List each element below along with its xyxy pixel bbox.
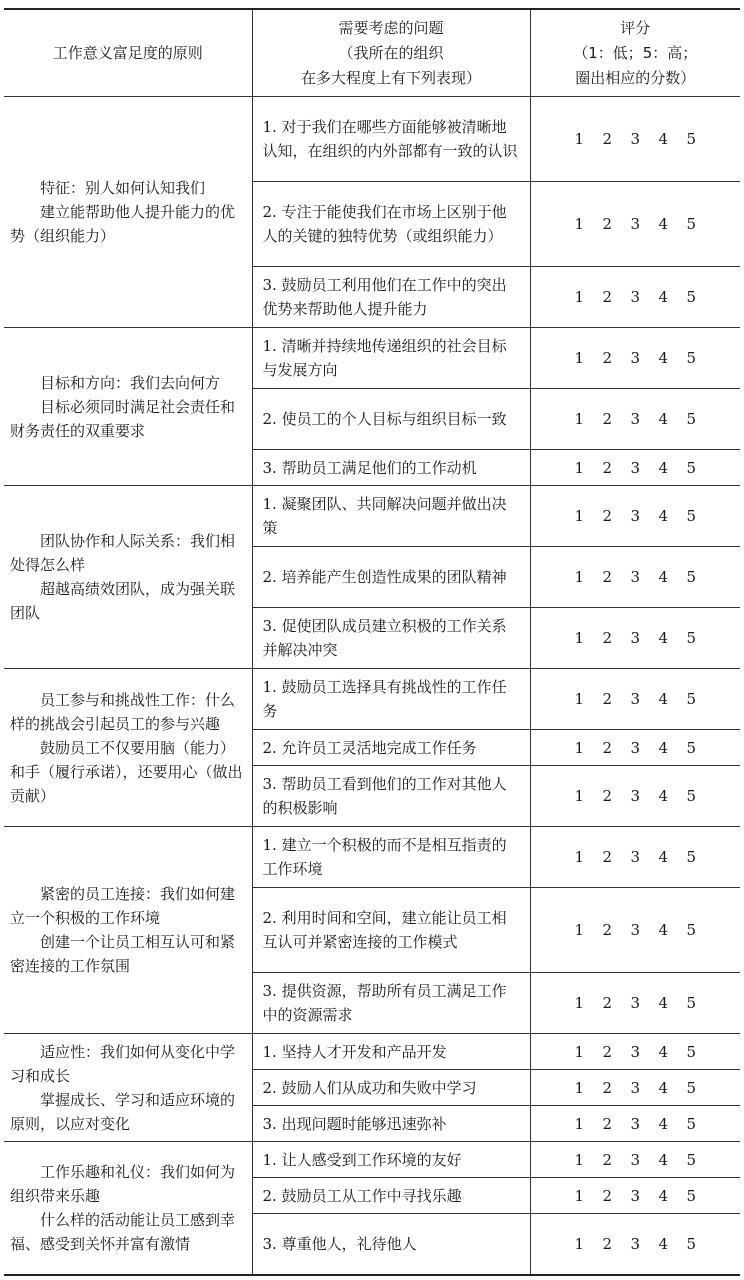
rating-option-5[interactable]: 5: [686, 215, 697, 233]
question-text: 1. 清晰并持续地传递组织的社会目标与发展方向: [262, 337, 507, 379]
question-cell: [252, 1106, 530, 1142]
rating-options: [565, 1184, 705, 1208]
rating-option-3[interactable]: 3: [630, 458, 641, 477]
rating-option-5[interactable]: 5: [686, 349, 697, 367]
principle-description: 建立能帮助他人提升能力的优势（组织能力）: [10, 203, 236, 245]
rating-option-2[interactable]: 2: [602, 507, 613, 525]
question-cell: [252, 730, 530, 766]
rating-cell: [530, 766, 740, 827]
rating-option-5[interactable]: 5: [686, 1042, 697, 1061]
principle-title: 团队协作和人际关系：我们相处得怎么样: [10, 532, 236, 574]
rating-option-4[interactable]: 4: [658, 1234, 669, 1253]
question-cell: [252, 827, 530, 888]
rating-option-4[interactable]: 4: [658, 738, 669, 757]
rating-option-1[interactable]: 1: [574, 130, 585, 148]
rating-options: [565, 565, 705, 589]
rating-cell: [530, 328, 740, 389]
question-text: 2. 使员工的个人目标与组织目标一致: [262, 410, 507, 428]
rating-option-2[interactable]: 2: [602, 130, 613, 148]
rating-option-1[interactable]: 1: [574, 1078, 585, 1097]
rating-option-5[interactable]: 5: [686, 994, 697, 1012]
rating-option-3[interactable]: 3: [630, 994, 641, 1012]
rating-option-2[interactable]: 2: [602, 1150, 613, 1169]
question-cell: [252, 973, 530, 1034]
question-cell: [252, 888, 530, 973]
rating-option-2[interactable]: 2: [602, 629, 613, 647]
rating-option-3[interactable]: 3: [630, 568, 641, 586]
rating-option-3[interactable]: 3: [630, 349, 641, 367]
question-cell: [252, 1070, 530, 1106]
question-text: 2. 允许员工灵活地完成工作任务: [262, 738, 477, 757]
rating-option-4[interactable]: 4: [658, 1150, 669, 1169]
question-text: 1. 坚持人才开发和产品开发: [262, 1042, 447, 1061]
rating-option-1[interactable]: 1: [574, 629, 585, 647]
principle-description: 什么样的活动能让员工感到幸福、感受到关怀并富有激情: [10, 1210, 236, 1253]
question-text: 3. 提供资源，帮助所有员工满足工作中的资源需求: [262, 982, 507, 1024]
rating-options: [565, 918, 705, 942]
rating-cell: [530, 608, 740, 669]
question-cell: [252, 97, 530, 182]
question-text: 2. 培养能产生创造性成果的团队精神: [262, 568, 507, 586]
question-cell: [252, 669, 530, 730]
question-text: 1. 让人感受到工作环境的友好: [262, 1150, 462, 1169]
question-text: 3. 鼓励员工利用他们在工作中的突出优势来帮助他人提升能力: [262, 276, 507, 318]
rating-option-1[interactable]: 1: [574, 848, 585, 866]
rating-cell: [530, 669, 740, 730]
rating-option-2[interactable]: 2: [602, 1186, 613, 1205]
rating-options: [565, 504, 705, 528]
rating-option-3[interactable]: 3: [630, 410, 641, 428]
rating-option-4[interactable]: 4: [658, 994, 669, 1012]
rating-option-1[interactable]: 1: [574, 921, 585, 939]
principle-cell: [4, 328, 252, 486]
rating-option-3[interactable]: 3: [630, 1042, 641, 1061]
question-text: 3. 帮助员工满足他们的工作动机: [262, 458, 477, 477]
rating-option-5[interactable]: 5: [686, 568, 697, 586]
rating-option-1[interactable]: 1: [574, 1114, 585, 1133]
rating-options: [565, 1232, 705, 1256]
rating-option-1[interactable]: 1: [574, 507, 585, 525]
table-row: [4, 486, 740, 547]
question-text: 1. 鼓励员工选择具有挑战性的工作任务: [262, 678, 507, 720]
question-cell: [252, 1178, 530, 1214]
rating-option-5[interactable]: 5: [686, 1114, 697, 1133]
rating-option-2[interactable]: 2: [602, 1042, 613, 1061]
rating-option-1[interactable]: 1: [574, 738, 585, 757]
rating-options: [565, 127, 705, 151]
principle-description: 鼓励员工不仅要用脑（能力）和手（履行承诺），还要用心（做出贡献）: [10, 738, 243, 805]
question-text: 2. 鼓励人们从成功和失败中学习: [262, 1078, 477, 1097]
rating-option-5[interactable]: 5: [686, 1186, 697, 1205]
rating-options: [565, 1040, 705, 1064]
rating-option-4[interactable]: 4: [658, 1114, 669, 1133]
rating-option-1[interactable]: 1: [574, 568, 585, 586]
rating-options: [565, 346, 705, 370]
rating-option-5[interactable]: 5: [686, 690, 697, 708]
question-text: 1. 对于我们在哪些方面能够被清晰地认知，在组织的内外部都有一致的认识: [262, 118, 518, 160]
rating-cell: [530, 888, 740, 973]
rating-option-4[interactable]: 4: [658, 1186, 669, 1205]
rating-option-2[interactable]: 2: [602, 921, 613, 939]
rating-options: [565, 1148, 705, 1172]
rating-option-3[interactable]: 3: [630, 1186, 641, 1205]
rating-option-3[interactable]: 3: [630, 507, 641, 525]
rating-cell: [530, 450, 740, 486]
rating-option-1[interactable]: 1: [574, 458, 585, 477]
question-cell: [252, 1034, 530, 1070]
rating-option-4[interactable]: 4: [658, 288, 669, 306]
rating-option-1[interactable]: 1: [574, 1150, 585, 1169]
question-text: 3. 出现问题时能够迅速弥补: [262, 1114, 447, 1133]
rating-cell: [530, 267, 740, 328]
question-cell: [252, 608, 530, 669]
principle-title: 适应性：我们如何从变化中学习和成长: [10, 1042, 236, 1085]
rating-option-4[interactable]: 4: [658, 215, 669, 233]
rating-option-2[interactable]: 2: [602, 410, 613, 428]
rating-option-3[interactable]: 3: [630, 848, 641, 866]
principle-cell: [4, 97, 252, 328]
rating-option-4[interactable]: 4: [658, 787, 669, 805]
header-rating-line: 评分: [620, 18, 651, 37]
rating-option-2[interactable]: 2: [602, 787, 613, 805]
header-questions-line: 在多大程度上有下列表现）: [300, 68, 481, 87]
principle-cell: [4, 669, 252, 827]
header-principle: 工作意义富足度的原则: [4, 9, 252, 97]
rating-option-4[interactable]: 4: [658, 921, 669, 939]
rating-option-4[interactable]: 4: [658, 1078, 669, 1097]
principle-description: 创建一个让员工相互认可和紧密连接的工作氛围: [10, 933, 236, 975]
rating-option-1[interactable]: 1: [574, 288, 585, 306]
question-text: 1. 凝聚团队、共同解决问题并做出决策: [262, 495, 507, 537]
rating-option-4[interactable]: 4: [658, 130, 669, 148]
question-cell: [252, 328, 530, 389]
rating-option-1[interactable]: 1: [574, 410, 585, 428]
rating-option-4[interactable]: 4: [658, 848, 669, 866]
rating-option-4[interactable]: 4: [658, 507, 669, 525]
rating-option-1[interactable]: 1: [574, 1042, 585, 1061]
rating-cell: [530, 1178, 740, 1214]
rating-options: [565, 1076, 705, 1100]
rating-options: [565, 626, 705, 650]
rating-cell: [530, 1070, 740, 1106]
header-rating-line: 圈出相应的分数）: [575, 68, 696, 87]
rating-cell: [530, 97, 740, 182]
rating-option-2[interactable]: 2: [602, 288, 613, 306]
principle-title: 特征：别人如何认知我们: [40, 179, 206, 197]
rating-option-3[interactable]: 3: [630, 130, 641, 148]
rating-option-3[interactable]: 3: [630, 921, 641, 939]
rating-options: [565, 845, 705, 869]
rating-options: [565, 736, 705, 760]
rating-option-4[interactable]: 4: [658, 349, 669, 367]
rating-options: [565, 212, 705, 236]
rating-option-2[interactable]: 2: [602, 994, 613, 1012]
rating-options: [565, 285, 705, 309]
question-text: 3. 尊重他人，礼待他人: [262, 1234, 417, 1253]
principle-title: 目标和方向：我们去向何方: [40, 373, 221, 392]
rating-option-4[interactable]: 4: [658, 629, 669, 647]
table-row: [4, 827, 740, 888]
question-text: 3. 促使团队成员建立积极的工作关系并解决冲突: [262, 617, 507, 659]
rating-option-1[interactable]: 1: [574, 215, 585, 233]
question-text: 2. 利用时间和空间，建立能让员工相互认可并紧密连接的工作模式: [262, 909, 507, 951]
header-rating: [530, 9, 740, 97]
rating-option-5[interactable]: 5: [686, 1150, 697, 1169]
rating-option-3[interactable]: 3: [630, 1234, 641, 1253]
rating-option-3[interactable]: 3: [630, 215, 641, 233]
rating-option-2[interactable]: 2: [602, 848, 613, 866]
question-cell: [252, 389, 530, 450]
table-row: [4, 97, 740, 182]
rating-option-5[interactable]: 5: [686, 130, 697, 148]
rating-option-2[interactable]: 2: [602, 215, 613, 233]
question-text: 2. 鼓励员工从工作中寻找乐趣: [262, 1186, 462, 1205]
rating-cell: [530, 1106, 740, 1142]
rating-cell: [530, 1034, 740, 1070]
rating-option-5[interactable]: 5: [686, 458, 697, 477]
question-text: 1. 建立一个积极的而不是相互指责的工作环境: [262, 836, 507, 878]
rating-option-3[interactable]: 3: [630, 1078, 641, 1097]
rating-option-3[interactable]: 3: [630, 288, 641, 306]
rating-options: [565, 456, 705, 480]
meaningfulness-table: [4, 8, 740, 1276]
question-cell: [252, 182, 530, 267]
header-questions-line: 需要考虑的问题: [338, 18, 444, 37]
rating-option-2[interactable]: 2: [602, 458, 613, 477]
rating-option-5[interactable]: 5: [686, 288, 697, 306]
rating-cell: [530, 973, 740, 1034]
rating-option-5[interactable]: 5: [686, 738, 697, 757]
question-cell: [252, 547, 530, 608]
principle-cell: [4, 827, 252, 1034]
question-cell: [252, 267, 530, 328]
rating-option-5[interactable]: 5: [686, 629, 697, 647]
question-text: 3. 帮助员工看到他们的工作对其他人的积极影响: [262, 775, 507, 817]
rating-option-4[interactable]: 4: [658, 458, 669, 477]
rating-option-4[interactable]: 4: [658, 410, 669, 428]
rating-cell: [530, 827, 740, 888]
rating-option-3[interactable]: 3: [630, 738, 641, 757]
rating-option-5[interactable]: 5: [686, 410, 697, 428]
principle-cell: [4, 1034, 252, 1142]
principle-description: 超越高绩效团队，成为强关联团队: [10, 580, 236, 622]
principle-title: 员工参与和挑战性工作：什么样的挑战会引起员工的参与兴趣: [10, 690, 236, 733]
rating-cell: [530, 182, 740, 267]
header-questions-line: （我所在的组织: [338, 43, 444, 62]
table-row: [4, 1142, 740, 1178]
rating-option-4[interactable]: 4: [658, 568, 669, 586]
question-cell: [252, 1214, 530, 1275]
rating-option-4[interactable]: 4: [658, 690, 669, 708]
table-row: [4, 328, 740, 389]
principle-cell: [4, 1142, 252, 1275]
rating-cell: [530, 389, 740, 450]
rating-option-2[interactable]: 2: [602, 1234, 613, 1253]
rating-option-3[interactable]: 3: [630, 787, 641, 805]
rating-option-5[interactable]: 5: [686, 921, 697, 939]
rating-option-3[interactable]: 3: [630, 1150, 641, 1169]
question-cell: [252, 486, 530, 547]
rating-option-2[interactable]: 2: [602, 1114, 613, 1133]
rating-option-5[interactable]: 5: [686, 1234, 697, 1253]
principle-title: 紧密的员工连接：我们如何建立一个积极的工作环境: [10, 885, 236, 927]
rating-cell: [530, 1214, 740, 1275]
rating-options: [565, 407, 705, 431]
rating-options: [565, 784, 705, 808]
rating-option-5[interactable]: 5: [686, 507, 697, 525]
rating-option-1[interactable]: 1: [574, 349, 585, 367]
table-row: [4, 669, 740, 730]
rating-option-3[interactable]: 3: [630, 690, 641, 708]
question-text: 2. 专注于能使我们在市场上区别于他人的关键的独特优势（或组织能力）: [262, 203, 507, 245]
rating-option-2[interactable]: 2: [602, 690, 613, 708]
principle-cell: [4, 486, 252, 669]
principle-description: 目标必须同时满足社会责任和财务责任的双重要求: [10, 397, 236, 440]
header-questions: [252, 9, 530, 97]
question-cell: [252, 450, 530, 486]
table-body: [4, 97, 740, 1275]
rating-cell: [530, 1142, 740, 1178]
rating-options: [565, 991, 705, 1015]
question-cell: [252, 1142, 530, 1178]
rating-option-1[interactable]: 1: [574, 690, 585, 708]
rating-options: [565, 1112, 705, 1136]
rating-option-1[interactable]: 1: [574, 994, 585, 1012]
rating-option-1[interactable]: 1: [574, 1186, 585, 1205]
rating-cell: [530, 486, 740, 547]
header-rating-line: （1：低；5：高；: [573, 43, 698, 62]
header-row: [4, 9, 740, 97]
rating-option-2[interactable]: 2: [602, 1078, 613, 1097]
rating-option-2[interactable]: 2: [602, 568, 613, 586]
table-row: [4, 1034, 740, 1070]
rating-option-1[interactable]: 1: [574, 787, 585, 805]
rating-option-4[interactable]: 4: [658, 1042, 669, 1061]
rating-options: [565, 687, 705, 711]
rating-option-2[interactable]: 2: [602, 738, 613, 757]
principle-title: 工作乐趣和礼仪：我们如何为组织带来乐趣: [10, 1162, 236, 1205]
rating-option-5[interactable]: 5: [686, 848, 697, 866]
rating-cell: [530, 730, 740, 766]
question-cell: [252, 766, 530, 827]
rating-option-5[interactable]: 5: [686, 1078, 697, 1097]
rating-option-5[interactable]: 5: [686, 787, 697, 805]
rating-option-1[interactable]: 1: [574, 1234, 585, 1253]
rating-cell: [530, 547, 740, 608]
rating-option-3[interactable]: 3: [630, 1114, 641, 1133]
rating-option-2[interactable]: 2: [602, 349, 613, 367]
rating-option-3[interactable]: 3: [630, 629, 641, 647]
principle-description: 掌握成长、学习和适应环境的原则，以应对变化: [10, 1090, 236, 1133]
